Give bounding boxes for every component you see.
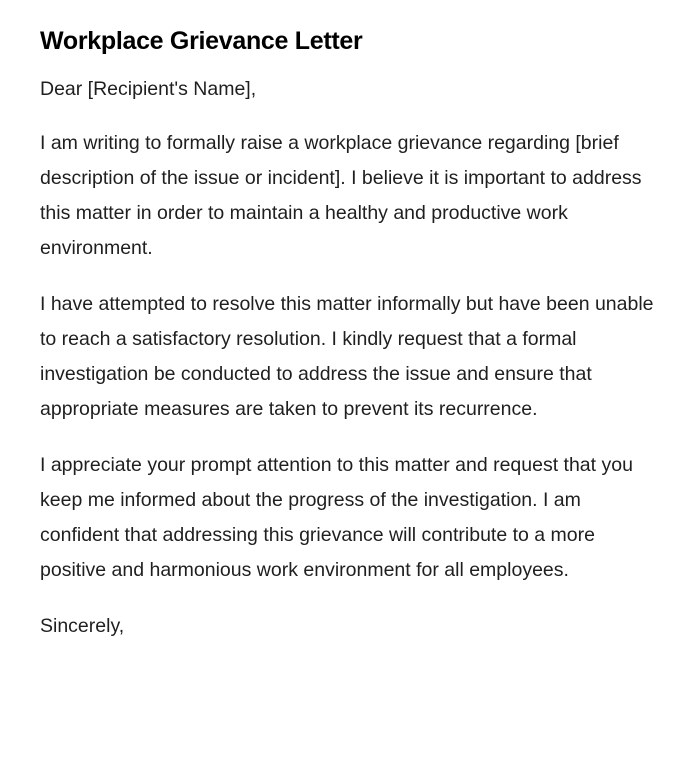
letter-paragraph-1: I am writing to formally raise a workplace grievance regarding [brief description of the issue or incident]. I believe it is important to address this matter in order to maintain a healthy and productive work environment. <box>40 132 642 259</box>
letter-paragraph-2: I have attempted to resolve this matter informally but have been unable to reach a satisfactory resolution. I kindly request that a formal investigation be conducted to address the issue and ensure that appropriate measures are taken to prevent its recurrence. <box>40 293 654 420</box>
letter-paragraph-3: I appreciate your prompt attention to this matter and request that you keep me informed about the progress of the investigation. I am confident that addressing this grievance will contribute to a more positive and harmonious work environment for all employees. <box>40 454 633 581</box>
letter-salutation: Dear [Recipient's Name], <box>40 78 257 100</box>
letter-title: Workplace Grievance Letter <box>40 27 363 55</box>
letter-document <box>40 24 656 665</box>
letter-closing: Sincerely, <box>40 615 125 637</box>
